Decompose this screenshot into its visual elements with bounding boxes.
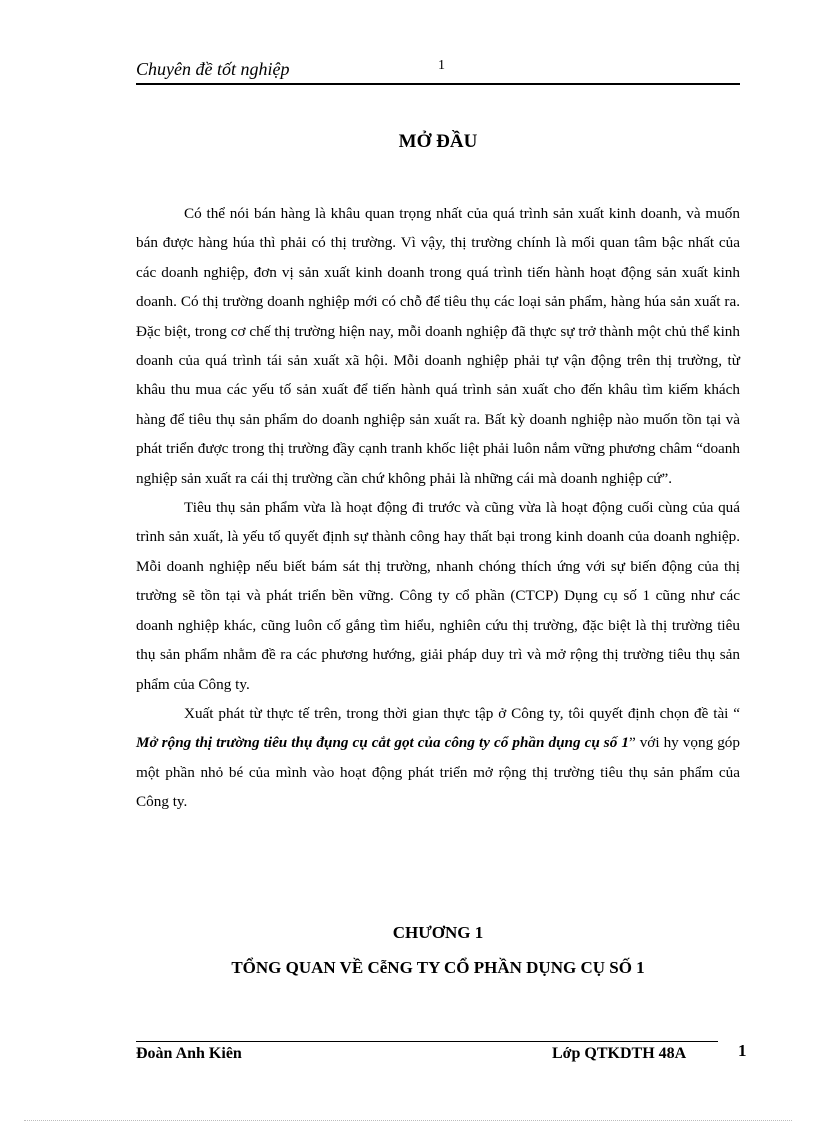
header-title: Chuyên đề tốt nghiệp bbox=[136, 59, 290, 79]
body-text bbox=[136, 199, 740, 817]
chapter-title: TỔNG QUAN VỀ CễNG TY CỔ PHẦN DỤNG CỤ SỐ 1 bbox=[231, 958, 645, 977]
paragraph-consumption: Tiêu thụ sản phẩm vừa là hoạt động đi trước và cũng vừa là hoạt động cuối cùng của quá trình sản xuất, là yếu tố quyết định sự thành công hay thất bại trong kinh doanh của doanh nghiệp. Mỗi doanh nghiệp nếu biết bám sát thị trường, nhanh chóng thích ứng với sự biến động của thị trường sẽ tồn tại và phát triển bền vững. Công ty cổ phần (CTCP) Dụng cụ số 1 cũng như các doanh nghiệp khác, cũng luôn cố gắng tìm hiểu, nghiên cứu thị trường, đặc biệt là thị trường tiêu thụ sản phẩm nhằm đề ra các phương hướng, giải pháp duy trì và mở rộng thị trường tiêu thụ sản phẩm của Công ty. bbox=[136, 499, 740, 693]
footer-author: Đoàn Anh Kiên bbox=[136, 1045, 242, 1062]
footer-class: Lớp QTKDTH 48A bbox=[552, 1045, 687, 1062]
paragraph-topic bbox=[136, 699, 740, 817]
topic-lead-text: Xuất phát từ thực tế trên, trong thời gian thực tập ở Công ty, tôi quyết định chọn đề tài “ bbox=[184, 704, 740, 722]
paragraph-intro: Có thể nói bán hàng là khâu quan trọng nhất của quá trình sản xuất kinh doanh, và muốn bán được hàng húa thì phải có thị trường. Vì vậy, thị trường chính là mối quan tâm bậc nhất của các doanh nghiệp, đơn vị sản xuất kinh doanh trong quá trình tiến hành hoạt động sản xuất kinh doanh. Có thị trường doanh nghiệp mới có chỗ để tiêu thụ các loại sản phẩm, hàng húa sản xuất ra. Đặc biệt, trong cơ chế thị trường hiện nay, mỗi doanh nghiệp đã thực sự trở thành một chủ thể kinh doanh của quá trình tái sản xuất xã hội. Mỗi doanh nghiệp phải tự vận động trên thị trường, từ khâu thu mua các yếu tố sản xuất để tiến hành quá trình sản xuất cho đến khâu tìm kiếm khách hàng để tiêu thụ sản phẩm do doanh nghiệp sản xuất ra. Bất kỳ doanh nghiệp nào muốn tồn tại và phát triển được trong thị trường đầy cạnh tranh khốc liệt phải luôn nắm vững phương châm “doanh nghiệp sản xuất ra cái thị trường cần chứ không phải là những cái mà doanh nghiệp cứ”. bbox=[136, 205, 740, 487]
topic-trail-text: ” với hy vọng góp một phần nhỏ bé của mình vào hoạt động phát triển mở rộng thị trường tiêu thụ sản phẩm của Công ty. bbox=[136, 734, 740, 811]
topic-title: Mở rộng thị trường tiêu thụ đụng cụ cắt gọt của công ty cổ phần dụng cụ số 1 bbox=[136, 734, 629, 752]
footer-divider bbox=[136, 1041, 718, 1042]
page-header bbox=[136, 55, 740, 85]
page-title: MỞ ĐẦU bbox=[398, 131, 478, 152]
page-bottom-divider bbox=[24, 1120, 792, 1121]
chapter-number: CHƯƠNG 1 bbox=[392, 923, 484, 942]
footer-page-number: 1 bbox=[738, 1041, 747, 1060]
header-page-number: 1 bbox=[438, 58, 445, 73]
